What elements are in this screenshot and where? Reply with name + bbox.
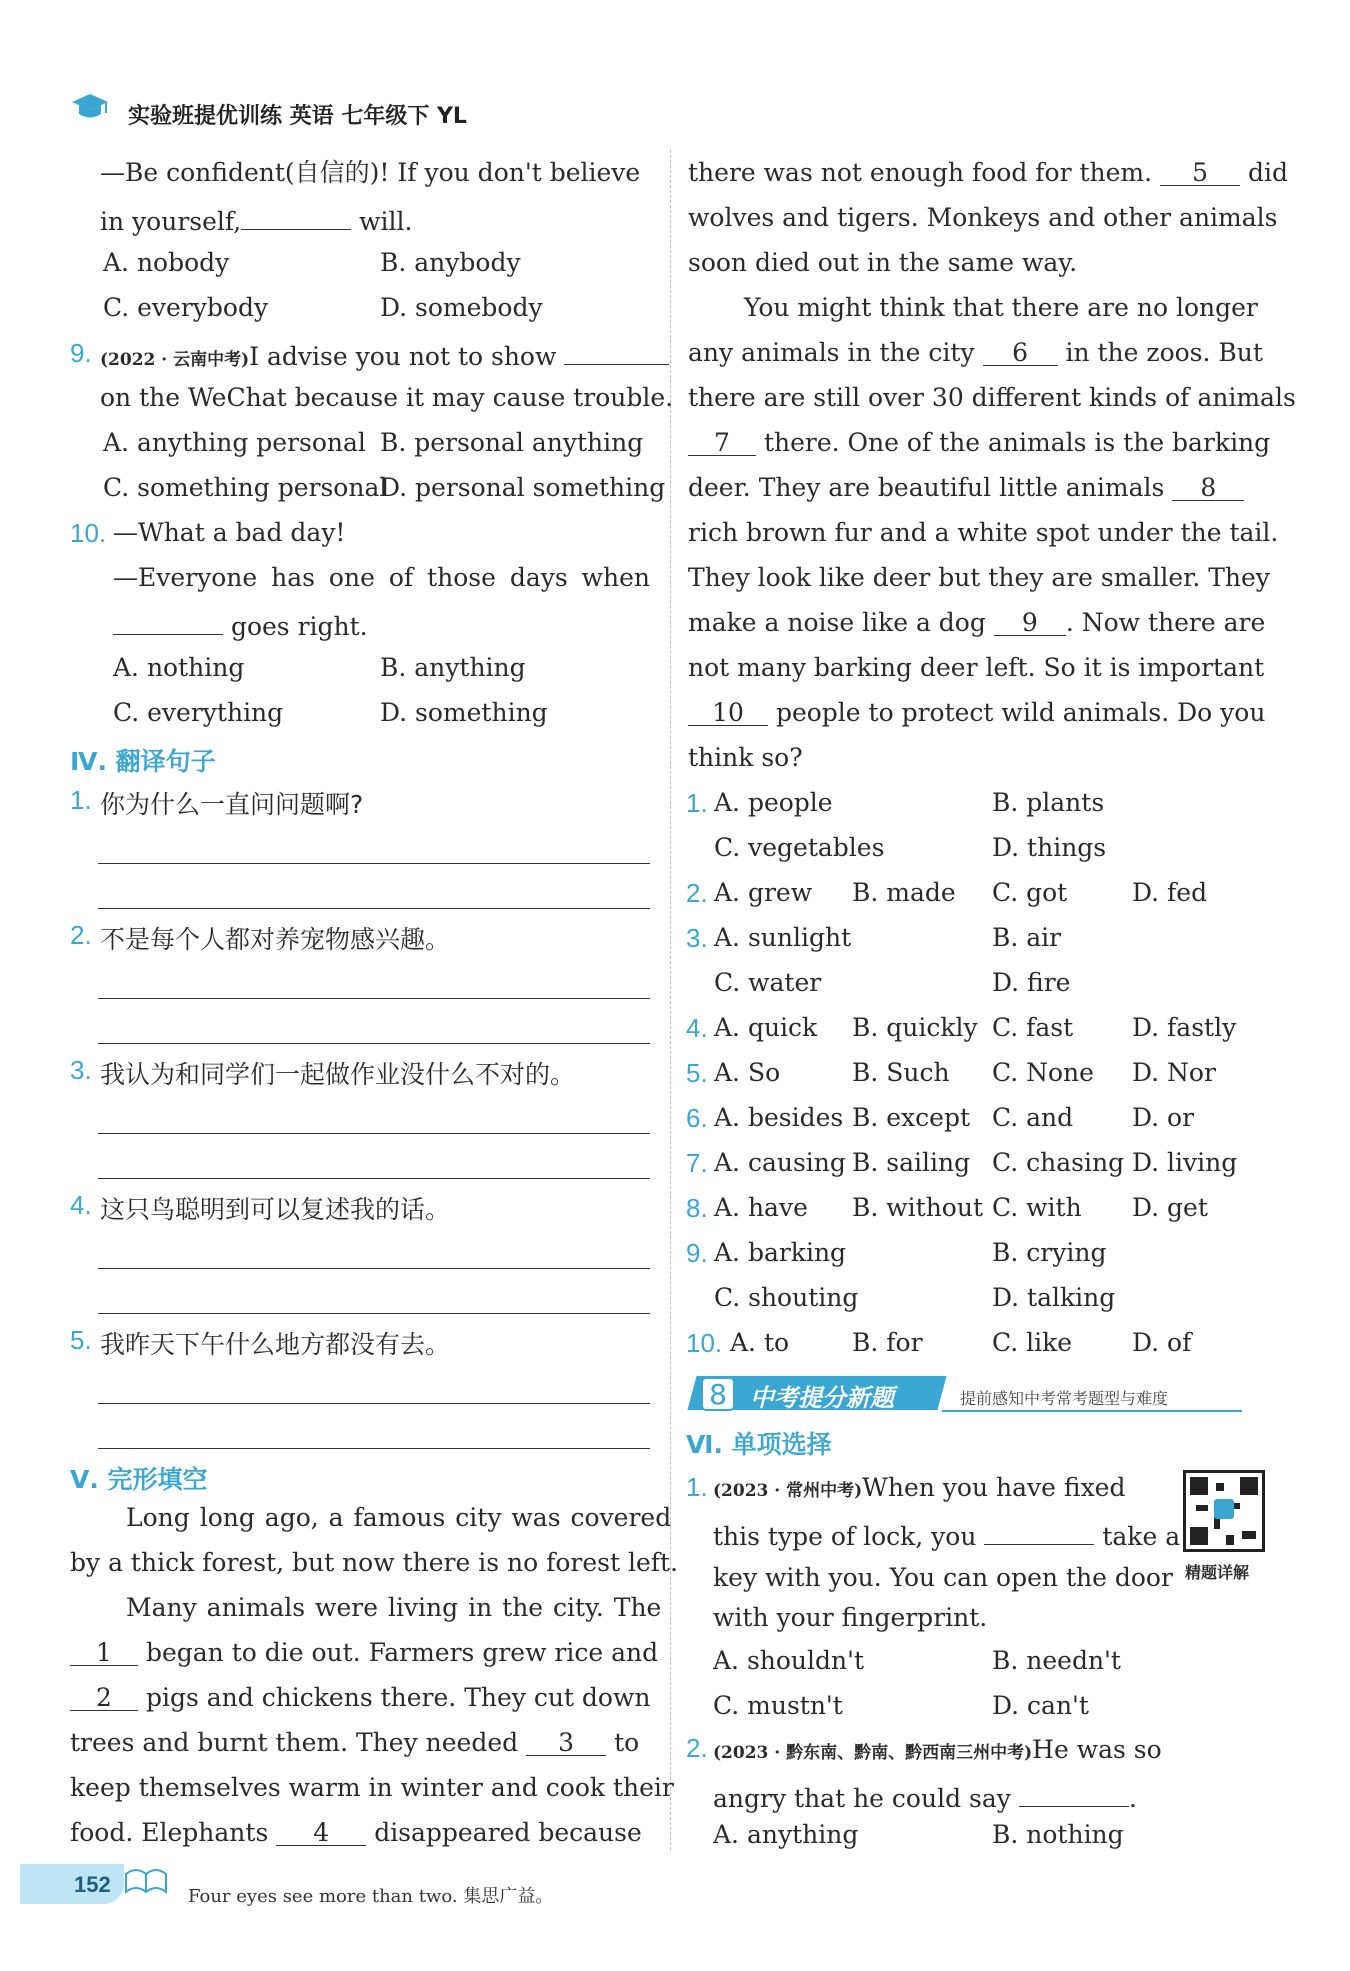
- answer-blank[interactable]: [113, 610, 223, 635]
- option: A. sunlight: [714, 923, 852, 952]
- cloze-blank[interactable]: 7: [688, 430, 756, 456]
- header-title: 实验班提优训练 英语 七年级下 YL: [128, 104, 467, 129]
- passage-line: Long long ago, a famous city was covered: [126, 1503, 672, 1532]
- question-number: 2.: [686, 878, 708, 908]
- passage-line: wolves and tigers. Monkeys and other animals: [688, 203, 1278, 232]
- answer-blank[interactable]: [241, 205, 351, 230]
- translation-prompt: 我昨天下午什么地方都没有去。: [100, 1330, 451, 1359]
- translation-prompt: 你为什么一直问问题啊?: [100, 790, 364, 819]
- option: A. causing: [714, 1148, 846, 1177]
- cloze-blank[interactable]: 2: [70, 1685, 138, 1711]
- option: C. something personal: [103, 473, 388, 502]
- option: C. fast: [992, 1013, 1074, 1042]
- q10-line1: —What a bad day!: [113, 518, 346, 547]
- option: A. grew: [714, 878, 813, 907]
- option: D. things: [992, 833, 1107, 862]
- footer-motto: Four eyes see more than two. 集思广益。: [188, 1886, 554, 1907]
- s2-line1: (2023 · 黔东南、黔南、黔西南三州中考)He was so: [713, 1735, 1162, 1764]
- passage-line: by a thick forest, but now there is no forest left.: [70, 1548, 678, 1577]
- question-number: 6.: [686, 1103, 708, 1133]
- s2-line2: angry that he could say .: [713, 1784, 1137, 1813]
- option: B. anybody: [380, 248, 521, 277]
- cloze-blank[interactable]: 8: [1172, 475, 1244, 501]
- option: C. everything: [113, 698, 284, 727]
- option: A. barking: [714, 1238, 847, 1267]
- answer-blank[interactable]: [564, 340, 669, 365]
- option: A. quick: [714, 1013, 818, 1042]
- passage-line: soon died out in the same way.: [688, 248, 1078, 277]
- option: B. plants: [992, 788, 1105, 817]
- passage-line: think so?: [688, 743, 803, 772]
- section-heading-4: Ⅳ. 翻译句子: [70, 747, 216, 776]
- answer-line[interactable]: [98, 1268, 650, 1269]
- cloze-blank[interactable]: 1: [70, 1640, 138, 1666]
- option: D. Nor: [1132, 1058, 1216, 1087]
- option: D. can't: [992, 1691, 1089, 1720]
- option: C. vegetables: [714, 833, 885, 862]
- option: B. without: [852, 1193, 984, 1222]
- passage-line: 1 began to die out. Farmers grew rice and: [70, 1640, 658, 1666]
- cloze-blank[interactable]: 6: [983, 340, 1058, 366]
- q9-line2: on the WeChat because it may cause trouble.: [100, 383, 674, 412]
- question-number: 3.: [70, 1055, 92, 1085]
- question-number: 10.: [70, 518, 107, 548]
- passage-line: trees and burnt them. They needed 3 to: [70, 1728, 640, 1757]
- question-number: 1.: [686, 1472, 708, 1502]
- cloze-blank[interactable]: 3: [526, 1730, 606, 1756]
- passage-line: 2 pigs and chickens there. They cut down: [70, 1685, 650, 1711]
- question-number: 1.: [686, 788, 708, 818]
- q9-line1: (2022 · 云南中考)I advise you not to show: [100, 340, 669, 369]
- translation-prompt: 这只鸟聪明到可以复述我的话。: [100, 1195, 451, 1224]
- option: C. got: [992, 878, 1068, 907]
- option: A. people: [714, 788, 833, 817]
- question-number: 4.: [686, 1013, 708, 1043]
- option: C. None: [992, 1058, 1094, 1087]
- option: A. So: [714, 1058, 781, 1087]
- answer-line[interactable]: [98, 908, 650, 909]
- book-icon: [122, 1862, 172, 1906]
- option: A. nothing: [113, 653, 245, 682]
- option: B. made: [852, 878, 956, 907]
- passage-line: there are still over 30 different kinds of animals: [688, 383, 1296, 412]
- q8-line2: in yourself, will.: [100, 207, 413, 236]
- option: B. Such: [852, 1058, 950, 1087]
- passage-line: not many barking deer left. So it is important: [688, 653, 1265, 682]
- passage-line: 10 people to protect wild animals. Do you: [688, 700, 1265, 726]
- option: D. fastly: [1132, 1013, 1237, 1042]
- section-heading-6: Ⅵ. 单项选择: [686, 1430, 832, 1459]
- answer-line[interactable]: [98, 1043, 650, 1044]
- option: D. of: [1132, 1328, 1192, 1357]
- answer-line[interactable]: [98, 1178, 650, 1179]
- s1-line3: key with you. You can open the door: [713, 1563, 1173, 1592]
- question-number: 5.: [686, 1058, 708, 1088]
- option: C. everybody: [103, 293, 269, 322]
- option: D. or: [1132, 1103, 1195, 1132]
- answer-line[interactable]: [98, 1448, 650, 1449]
- option: C. water: [714, 968, 822, 997]
- passage-line: rich brown fur and a white spot under the tail.: [688, 518, 1279, 547]
- passage-line: any animals in the city 6 in the zoos. But: [688, 338, 1263, 367]
- option: C. and: [992, 1103, 1074, 1132]
- s1-line2: this type of lock, you take a: [713, 1522, 1181, 1551]
- question-number: 2.: [70, 920, 92, 950]
- option: B. except: [852, 1103, 971, 1132]
- option: C. like: [992, 1328, 1073, 1357]
- option: B. personal anything: [380, 428, 644, 457]
- cloze-blank[interactable]: 10: [688, 700, 768, 726]
- passage-line: Many animals were living in the city. The: [126, 1593, 662, 1622]
- passage-line: food. Elephants 4 disappeared because: [70, 1818, 642, 1847]
- option: D. get: [1132, 1193, 1208, 1222]
- question-number: 2.: [686, 1733, 708, 1763]
- section-banner: [692, 1372, 1242, 1412]
- section-heading-5: Ⅴ. 完形填空: [70, 1465, 208, 1494]
- answer-line[interactable]: [98, 1313, 650, 1314]
- s1-line4: with your fingerprint.: [713, 1603, 988, 1632]
- option: D. something: [380, 698, 548, 727]
- question-number: 8.: [686, 1193, 708, 1223]
- header-icon: [70, 92, 110, 122]
- option: D. living: [1132, 1148, 1238, 1177]
- option: B. needn't: [992, 1646, 1121, 1675]
- question-number: 10.: [686, 1328, 723, 1358]
- option: C. shouting: [714, 1283, 859, 1312]
- passage-line: keep themselves warm in winter and cook their: [70, 1773, 674, 1802]
- translation-prompt: 不是每个人都对养宠物感兴趣。: [100, 925, 451, 954]
- option: B. sailing: [852, 1148, 971, 1177]
- answer-line[interactable]: [98, 1403, 650, 1404]
- passage-line: there was not enough food for them. 5 did: [688, 158, 1288, 187]
- option: C. mustn't: [713, 1691, 843, 1720]
- passage-line: make a noise like a dog 9 . Now there are: [688, 608, 1266, 637]
- option: C. with: [992, 1193, 1082, 1222]
- option: B. crying: [992, 1238, 1107, 1267]
- option: B. for: [852, 1328, 923, 1357]
- svg-text:8: 8: [709, 1378, 727, 1411]
- page-number: 152: [74, 1872, 111, 1897]
- q10-line3: goes right.: [113, 610, 368, 639]
- option: A. nobody: [103, 248, 230, 277]
- question-number: 5.: [70, 1325, 92, 1355]
- question-number: 1.: [70, 785, 92, 815]
- s1-line1: (2023 · 常州中考)When you have fixed: [713, 1473, 1126, 1502]
- banner-title: 中考提分新题: [750, 1384, 894, 1412]
- passage-line: They look like deer but they are smaller. They: [688, 563, 1270, 592]
- option: D. fed: [1132, 878, 1208, 907]
- passage-line: You might think that there are no longer: [744, 293, 1258, 322]
- qr-label: 精题详解: [1185, 1563, 1250, 1582]
- translation-prompt: 我认为和同学们一起做作业没什么不对的。: [100, 1060, 576, 1089]
- option: B. quickly: [852, 1013, 978, 1042]
- option: D. personal something: [380, 473, 666, 502]
- q10-line2: —Everyone has one of those days when: [113, 563, 651, 592]
- option: A. to: [730, 1328, 790, 1357]
- option: B. nothing: [992, 1820, 1124, 1849]
- option: A. shouldn't: [713, 1646, 865, 1675]
- cloze-blank[interactable]: 5: [1160, 160, 1240, 186]
- key-icon: [698, 1374, 738, 1416]
- option: D. fire: [992, 968, 1071, 997]
- question-number: 3.: [686, 923, 708, 953]
- option: A. anything personal: [103, 428, 366, 457]
- option: A. anything: [713, 1820, 859, 1849]
- qr-code-icon[interactable]: [1183, 1470, 1265, 1552]
- question-number: 9.: [686, 1238, 708, 1268]
- answer-line[interactable]: [98, 863, 650, 864]
- question-number: 4.: [70, 1190, 92, 1220]
- answer-line[interactable]: [98, 998, 650, 999]
- passage-line: deer. They are beautiful little animals 8: [688, 475, 1244, 501]
- passage-line: 7 there. One of the animals is the barking: [688, 430, 1270, 456]
- option: A. have: [714, 1193, 808, 1222]
- question-number: 7.: [686, 1148, 708, 1178]
- answer-line[interactable]: [98, 1133, 650, 1134]
- option: C. chasing: [992, 1148, 1125, 1177]
- answer-blank[interactable]: [1019, 1782, 1129, 1807]
- option: A. besides: [714, 1103, 844, 1132]
- option: D. talking: [992, 1283, 1116, 1312]
- cloze-blank[interactable]: 9: [994, 610, 1066, 636]
- question-number: 9.: [70, 338, 92, 368]
- q8-line1: —Be confident(自信的)! If you don't believe: [100, 158, 641, 187]
- answer-blank[interactable]: [984, 1520, 1094, 1545]
- option: B. air: [992, 923, 1062, 952]
- option: B. anything: [380, 653, 526, 682]
- cloze-blank[interactable]: 4: [276, 1820, 366, 1846]
- banner-subtitle: 提前感知中考常考题型与难度: [960, 1389, 1169, 1408]
- option: D. somebody: [380, 293, 543, 322]
